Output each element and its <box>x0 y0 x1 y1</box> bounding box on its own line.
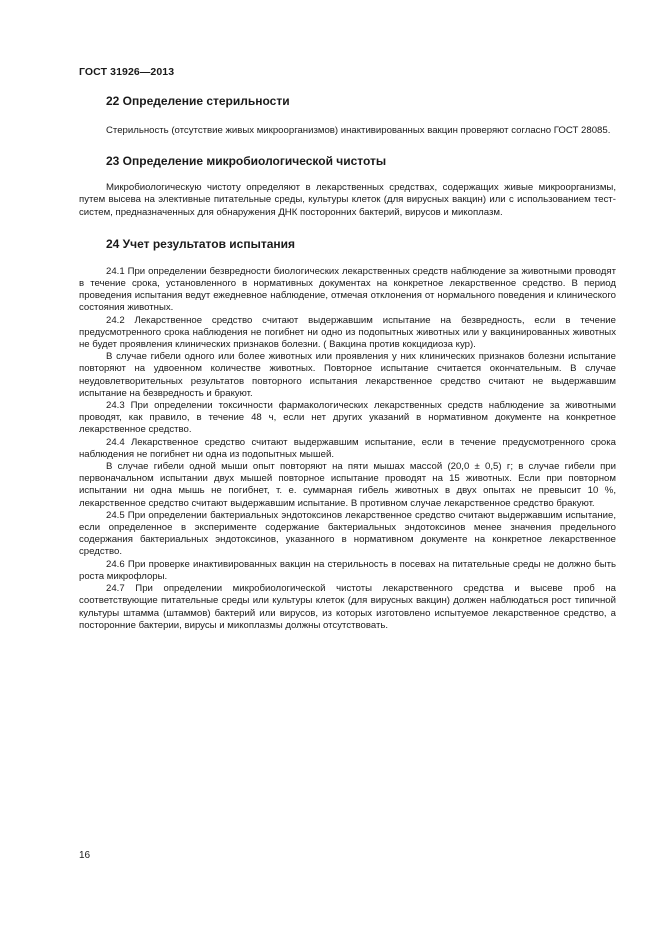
paragraph: 24.7 При определении микробиологической чистоты лекарственного средства и высеве проб на соответствующие питательные среды или культуры клеток (для вирусных вакцин) должен наблюдаться рост типичной культуры штамма (штаммов) бактерий или вирусов, из которых изготовлено испытуемое лекарственное средство, а посторонние бактерии, вирусы и микоплазмы должны отсутствовать. <box>79 583 616 631</box>
section-heading: 22 Определение стерильности <box>106 94 290 108</box>
paragraph: Стерильность (отсутствие живых микроорганизмов) инактивированных вакцин проверяют согласно ГОСТ 28085. <box>106 125 611 136</box>
paragraph: 24.1 При определении безвредности биологических лекарственных средств наблюдение за животными проводят в течение срока, установленного в нормативных документах на конкретное лекарственное средство. В период проведения испытания ведут ежедневное наблюдение, отмечая отклонения от нормального поведения и клинического состояния животных. <box>79 265 616 314</box>
section-22 <box>79 94 616 137</box>
section-24 <box>79 237 616 632</box>
section-heading: 23 Определение микробиологической чистоты <box>106 154 387 169</box>
paragraph: 24.3 При определении токсичности фармакологических лекарственных средств наблюдение за животными проводят, как правило, в течение 48 ч, если нет других указаний в нормативном документе на конкретное лекарственное средство. <box>79 400 616 436</box>
section-heading: 24 Учет результатов испытания <box>106 236 296 251</box>
page-number: 16 <box>79 850 91 861</box>
paragraph: 24.4 Лекарственное средство считают выдержавшим испытание, если в течение предусмотренного срока наблюдения не погибнет ни одна из подопытных мышей. <box>79 436 616 460</box>
document-header: ГОСТ 31926—2013 <box>79 66 175 78</box>
paragraph: 24.5 При определении бактериальных эндотоксинов лекарственное средство считают выдержавшим испытание, если определенное в эксперименте содержание бактериальных эндотоксинов менее значения предельного содержания бактериальных эндотоксинов, указанного в нормативном документе на конкретное лекарственное средство. <box>79 509 616 558</box>
document-body <box>79 90 616 632</box>
section-23 <box>79 154 616 219</box>
paragraph: Микробиологическую чистоту определяют в лекарственных средствах, содержащих живые микроорганизмы, путем высева на элективные питательные среды, культуры клеток (для вирусных вакцин) или с использованием тест-систем, предназначенных для обнаружения ДНК посторонних бактерий, вирусов и микоплазм. <box>79 182 616 218</box>
paragraph: 24.6 При проверке инактивированных вакцин на стерильность в посевах на питательные среды не должно быть роста микрофлоры. <box>79 558 616 582</box>
paragraph: 24.2 Лекарственное средство считают выдержавшим испытание на безвредность, если в течение предусмотренного срока наблюдения не погибнет ни одно из подопытных животных или у вакцинированных животных не будет проявления клинических признаков болезни. ( Вакцина против кокцидиоза кур). <box>79 314 616 351</box>
paragraph: В случае гибели одного или более животных или проявления у них клинических признаков болезни испытание повторяют на удвоенном количестве животных. Повторное испытание считается окончательным. В случае неудовлетворительных результатов повторного испытания лекарственное средство считают не выдержавшим испытание на безвредность и бракуют. <box>79 351 616 399</box>
paragraph: В случае гибели одной мыши опыт повторяют на пяти мышах массой (20,0 ± 0,5) г; в случае гибели при первоначальном испытании двух мышей повторное испытание проводят на 15 животных. Если при повторном испытании ни одна мышь не погибнет, т. е. суммарная гибель животных в двух опытах не превысит 10 %, лекарственное средство считают выдержавшим испытание. В противном случае лекарственное средство бракуют. <box>79 461 616 509</box>
